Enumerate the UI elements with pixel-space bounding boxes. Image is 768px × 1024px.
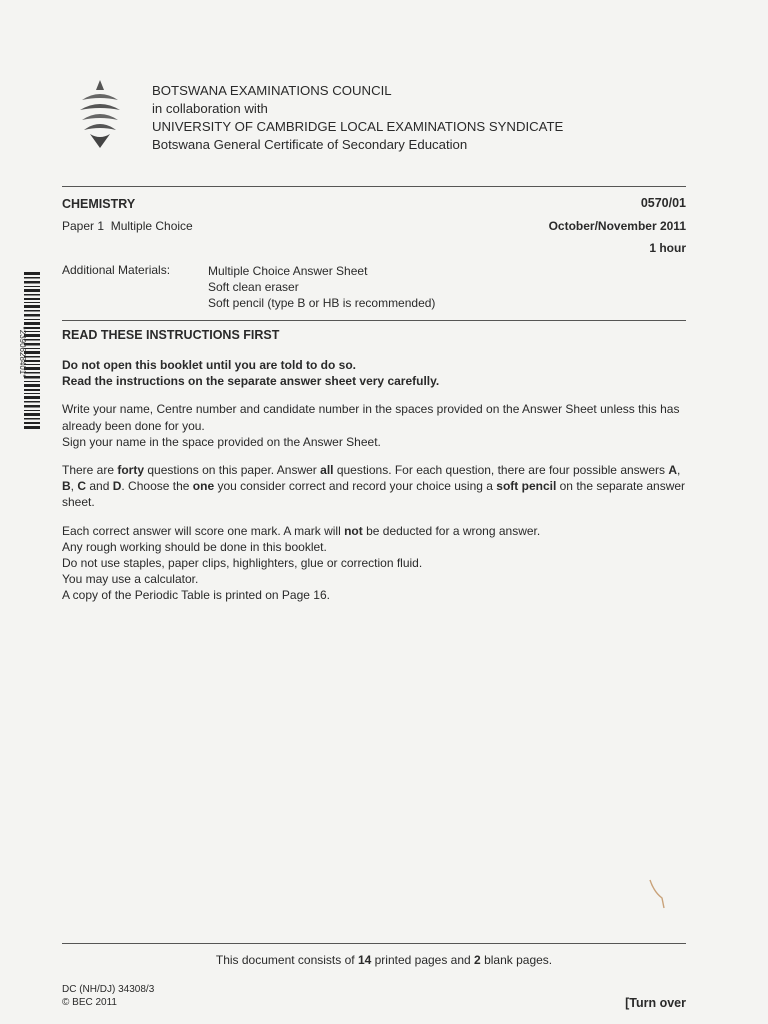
instruction-paragraph (62, 462, 690, 511)
text-run: one (192, 479, 215, 494)
text-run: , (70, 479, 78, 494)
barcode-icon (14, 272, 40, 432)
paper-title: Paper 1 Multiple Choice (62, 219, 193, 233)
instruction-line: Do not open this booklet until you are told to do so. (62, 358, 356, 372)
instruction-paragraph (62, 523, 690, 604)
collab-line: in collaboration with (152, 101, 268, 116)
page-count-note (0, 953, 768, 967)
text-run: . Choose the (121, 479, 193, 494)
text-run: There are (62, 463, 118, 478)
material-item: Multiple Choice Answer Sheet (208, 264, 368, 278)
exam-board-header (152, 82, 563, 154)
text-run: all (320, 463, 334, 478)
turn-over-label: [Turn over (625, 996, 686, 1010)
text-run: D (112, 479, 122, 494)
subject-title: CHEMISTRY (62, 197, 136, 211)
instruction-line: Write your name, Centre number and candidate number in the spaces provided on the Answer Sheet unless this has already been done for you. (62, 402, 680, 433)
instruction-paragraph (62, 401, 690, 450)
mid-divider (62, 320, 686, 321)
materials-list (208, 263, 435, 311)
instruction-line: Any rough working should be done in this booklet. (62, 539, 327, 554)
instruction-line: You may use a calculator. (62, 572, 199, 587)
pencil-mark-icon (648, 878, 668, 910)
text-run: be deducted for a wrong answer. (362, 523, 541, 538)
instructions-body (62, 357, 690, 616)
top-divider (62, 186, 686, 187)
text-run: forty (117, 463, 145, 478)
copyright: © BEC 2011 (62, 997, 117, 1008)
text-run: questions. For each question, there are four possible answers (333, 463, 669, 478)
text-run: soft pencil (496, 479, 557, 494)
text-run: questions on this paper. Answer (144, 463, 321, 478)
instruction-line: Read the instructions on the separate answer sheet very carefully. (62, 374, 440, 389)
blank-pages-count: 2 (474, 953, 481, 967)
material-item: Soft pencil (type B or HB is recommended) (208, 296, 436, 310)
org-name: BOTSWANA EXAMINATIONS COUNCIL (152, 83, 392, 98)
bec-logo-icon (76, 78, 124, 150)
text-run: you consider correct and record your choice using a (214, 479, 497, 494)
certificate-name: Botswana General Certificate of Secondary Education (152, 137, 468, 152)
text-run: blank pages. (480, 953, 553, 967)
text-run: not (344, 523, 363, 538)
text-run: This document consists of (215, 953, 358, 967)
materials-label: Additional Materials: (62, 263, 171, 277)
text-run: printed pages and (371, 953, 475, 967)
footer-reference (62, 983, 154, 1009)
barcode-number: *2390628401* (18, 326, 27, 378)
exam-duration: 1 hour (649, 241, 686, 255)
text-run: A (668, 463, 678, 478)
bottom-divider (62, 943, 686, 944)
text-run: and (86, 479, 113, 494)
printed-pages-count: 14 (357, 953, 372, 967)
text-run: , (677, 463, 681, 478)
instructions-heading: READ THESE INSTRUCTIONS FIRST (62, 328, 280, 342)
syndicate-name: UNIVERSITY OF CAMBRIDGE LOCAL EXAMINATIONS SYNDICATE (152, 119, 564, 134)
text-run: on the separate answer sheet. (62, 479, 686, 510)
text-run: Each correct answer will score one mark. A mark will (62, 523, 345, 538)
exam-session: October/November 2011 (548, 219, 686, 233)
paper-code: 0570/01 (640, 196, 686, 210)
instruction-line: A copy of the Periodic Table is printed on Page 16. (62, 588, 330, 603)
document-ref: DC (NH/DJ) 34308/3 (62, 984, 155, 995)
text-run: C (77, 479, 87, 494)
material-item: Soft clean eraser (208, 280, 299, 294)
instruction-bold (62, 357, 690, 389)
instruction-line: Do not use staples, paper clips, highlighters, glue or correction fluid. (62, 556, 423, 571)
instruction-line: Sign your name in the space provided on the Answer Sheet. (62, 434, 381, 449)
text-run: B (62, 479, 71, 494)
